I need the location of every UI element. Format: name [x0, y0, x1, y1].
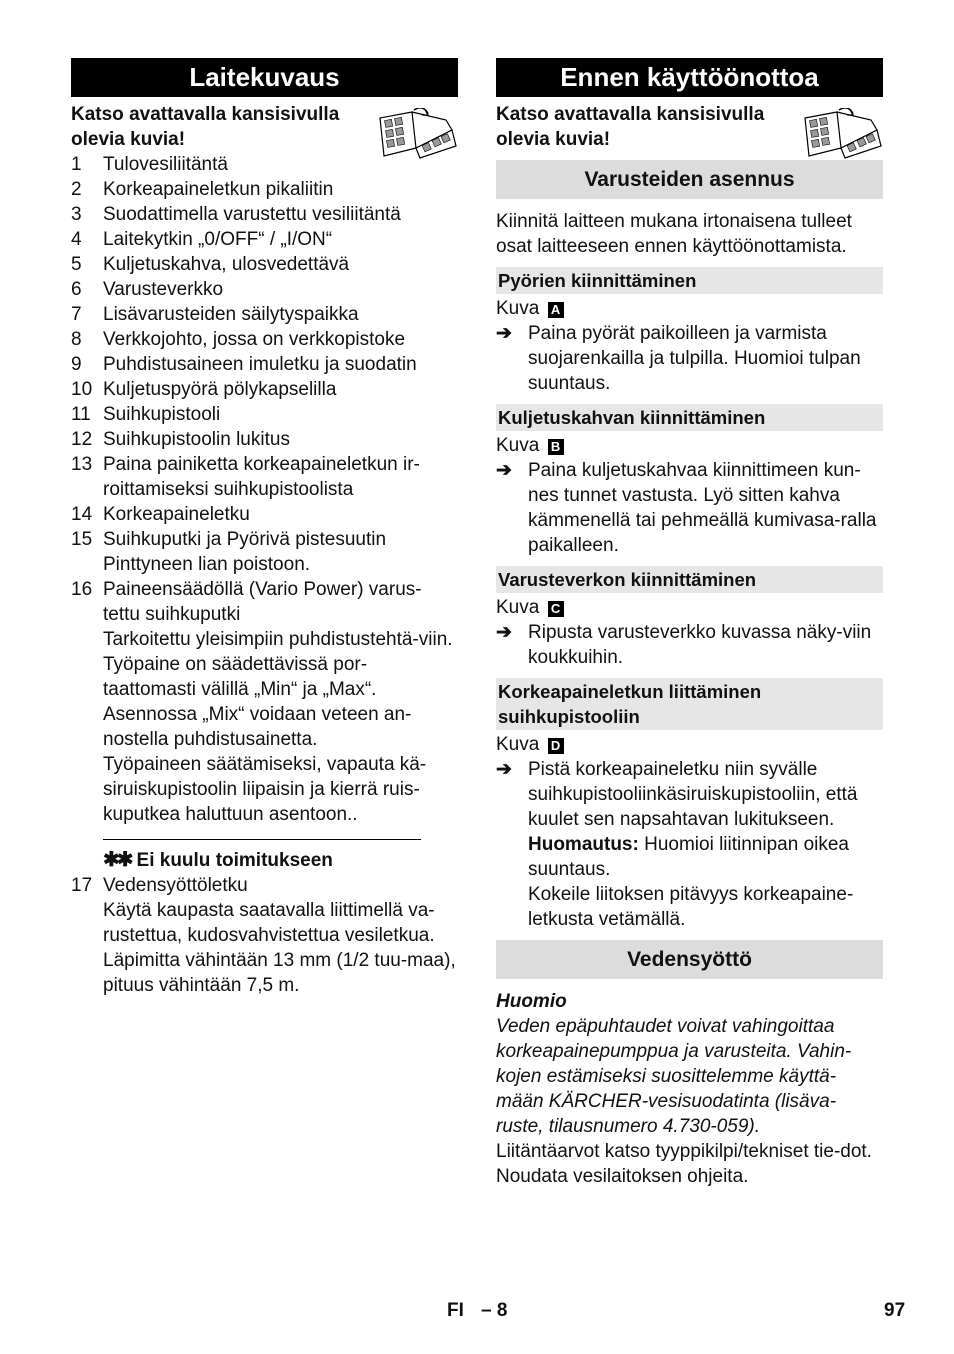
- accessories-heading: Varusteiden asennus: [496, 160, 883, 199]
- connection-text: Liitäntäarvot katso tyyppikilpi/tekniset tie-dot.: [496, 1141, 872, 1162]
- water-supply-heading: Vedensyöttö: [496, 940, 883, 979]
- right-column: [496, 58, 883, 1189]
- list-item: 1 Tulovesiliitäntä: [71, 154, 228, 175]
- arrow-right-icon: ➔: [496, 460, 512, 481]
- item17-description: Käytä kaupasta saatavalla liittimellä va-rustettua, kudosvahvistettua vesiletkua. Läpimitta vähintään 13 mm (1/2 tuu-maa), pituus vähintään 7,5 m.: [103, 900, 456, 996]
- left-column: [71, 58, 458, 998]
- divider: [103, 839, 421, 840]
- list-item: 10 Kuljetuspyörä pölykapselilla: [71, 379, 337, 400]
- see-images-note: [496, 102, 883, 152]
- arrow-right-icon: ➔: [496, 622, 512, 643]
- list-item: 7 Lisävarusteiden säilytyspaikka: [71, 304, 359, 325]
- list-item: 3 Suodattimella varustettu vesiliitäntä: [71, 204, 401, 225]
- double-asterisk-icon: ✱✱: [103, 849, 131, 871]
- list-item: 9 Puhdistusaineen imuletku ja suodatin: [71, 354, 417, 375]
- list-item: 13 Paina painiketta korkeapaineletkun ir-roittamiseksi suihkupistoolista: [71, 454, 420, 500]
- open-book-icon: [376, 108, 458, 160]
- instruction-step: ➔ Pistä korkeapaineletku niin syvälle suihkupistooliinkäsiruiskupistooliin, että kuulet sen napsahtavan lukitukseen. Huomautus: Huomioi liitinnipan oikea suuntaus. Kokeile liitoksen pitävyys korkeapaine-letkusta vetämällä.: [496, 759, 858, 930]
- list-item: 11 Suihkupistooli: [71, 404, 221, 425]
- figure-letter-badge: A: [548, 302, 564, 318]
- subsection-title: Kuljetuskahvan kiinnittäminen: [496, 404, 883, 431]
- list-item: 4 Laitekytkin „0/OFF“ / „I/ON“: [71, 229, 333, 250]
- list-item: 12 Suihkupistoolin lukitus: [71, 429, 290, 450]
- page-number: 97: [884, 1300, 906, 1321]
- figure-ref: Kuva B: [496, 433, 883, 458]
- list-item: 15 Suihkuputki ja Pyörivä pistesuutin Pinttyneen lian poistoon.: [71, 529, 387, 575]
- list-item: 6 Varusteverkko: [71, 279, 224, 300]
- see-images-note: [71, 102, 458, 152]
- list-item: 5 Kuljetuskahva, ulosvedettävä: [71, 254, 350, 275]
- waterworks-text: Noudata vesilaitoksen ohjeita.: [496, 1166, 749, 1187]
- list-item: 8 Verkkojohto, jossa on verkkopistoke: [71, 329, 406, 350]
- caution-label: Huomio: [496, 991, 567, 1012]
- figure-letter-badge: B: [548, 439, 564, 455]
- item16-description: Tarkoitettu yleisimpiin puhdistustehtä-viin. Työpaine on säädettävissä por-taattomasti välillä „Min“ ja „Max“. Asennossa „Mix“ voidaan veteen an-nostella puhdistusainetta.: [103, 629, 453, 750]
- caution-text: Veden epäpuhtaudet voivat vahingoittaa korkeapainepumppua ja varusteita. Vahin-kojen estämiseksi suosittelemme käyttä-mään KÄRCHER-vesisuodatinta (lisäva-ruste, tilausnumero 4.730-059).: [496, 1016, 852, 1137]
- section-title-before-startup: Ennen käyttöönottoa: [496, 58, 883, 97]
- list-item: 14 Korkeapaineletku: [71, 504, 250, 525]
- arrow-right-icon: ➔: [496, 759, 512, 780]
- note-label: Huomautus:: [528, 834, 639, 855]
- language-code: FI: [447, 1300, 464, 1321]
- figure-ref: Kuva D: [496, 732, 883, 757]
- figure-letter-badge: C: [548, 601, 564, 617]
- note-text: Huomioi liitinnipan oikea suuntaus.: [528, 834, 849, 880]
- subsection-title: Pyörien kiinnittäminen: [496, 267, 883, 294]
- item16-description-2: Työpaineen säätämiseksi, vapauta kä-siruiskupistoolin liipaisin ja kierrä ruis-kuputkea haluttuun asentoon..: [103, 754, 427, 825]
- figure-ref: Kuva C: [496, 595, 883, 620]
- instruction-step: ➔ Paina kuljetuskahvaa kiinnittimeen kun-nes tunnet vastusta. Lyö sitten kahva kämmenellä tai pehmeällä kumivasa-ralla paikalleen.: [496, 460, 877, 556]
- test-text: Kokeile liitoksen pitävyys korkeapaine-letkusta vetämällä.: [528, 884, 854, 930]
- figure-ref: Kuva A: [496, 296, 883, 321]
- device-parts-list: [71, 152, 458, 827]
- instruction-step: ➔ Ripusta varusteverkko kuvassa näky-viin koukkuihin.: [496, 622, 872, 668]
- figure-letter-badge: D: [548, 738, 564, 754]
- subsection-title: Korkeapaineletkun liittäminen suihkupistooliin: [496, 678, 883, 730]
- instruction-step: ➔ Paina pyörät paikoilleen ja varmista suojarenkailla ja tulpilla. Huomioi tulpan suuntaus.: [496, 323, 861, 394]
- see-images-text: Katso avattavalla kansisivulla olevia kuvia!: [71, 104, 340, 150]
- not-included-heading: ✱✱ Ei kuulu toimitukseen: [103, 849, 333, 871]
- section-page-number: – 8: [481, 1300, 508, 1321]
- list-item: 16 Paineensäädöllä (Vario Power) varus-tettu suihkuputki: [71, 579, 422, 625]
- open-book-icon: [801, 108, 883, 160]
- subsection-title: Varusteverkon kiinnittäminen: [496, 566, 883, 593]
- section-title-device-description: Laitekuvaus: [71, 58, 458, 97]
- see-images-text: Katso avattavalla kansisivulla olevia kuvia!: [496, 104, 765, 150]
- list-item: 17 Vedensyöttöletku: [71, 875, 248, 896]
- arrow-right-icon: ➔: [496, 323, 512, 344]
- accessories-text: Kiinnitä laitteen mukana irtonaisena tulleet osat laitteeseen ennen käyttöönottamista.: [496, 211, 852, 257]
- list-item: 2 Korkeapaineletkun pikaliitin: [71, 179, 334, 200]
